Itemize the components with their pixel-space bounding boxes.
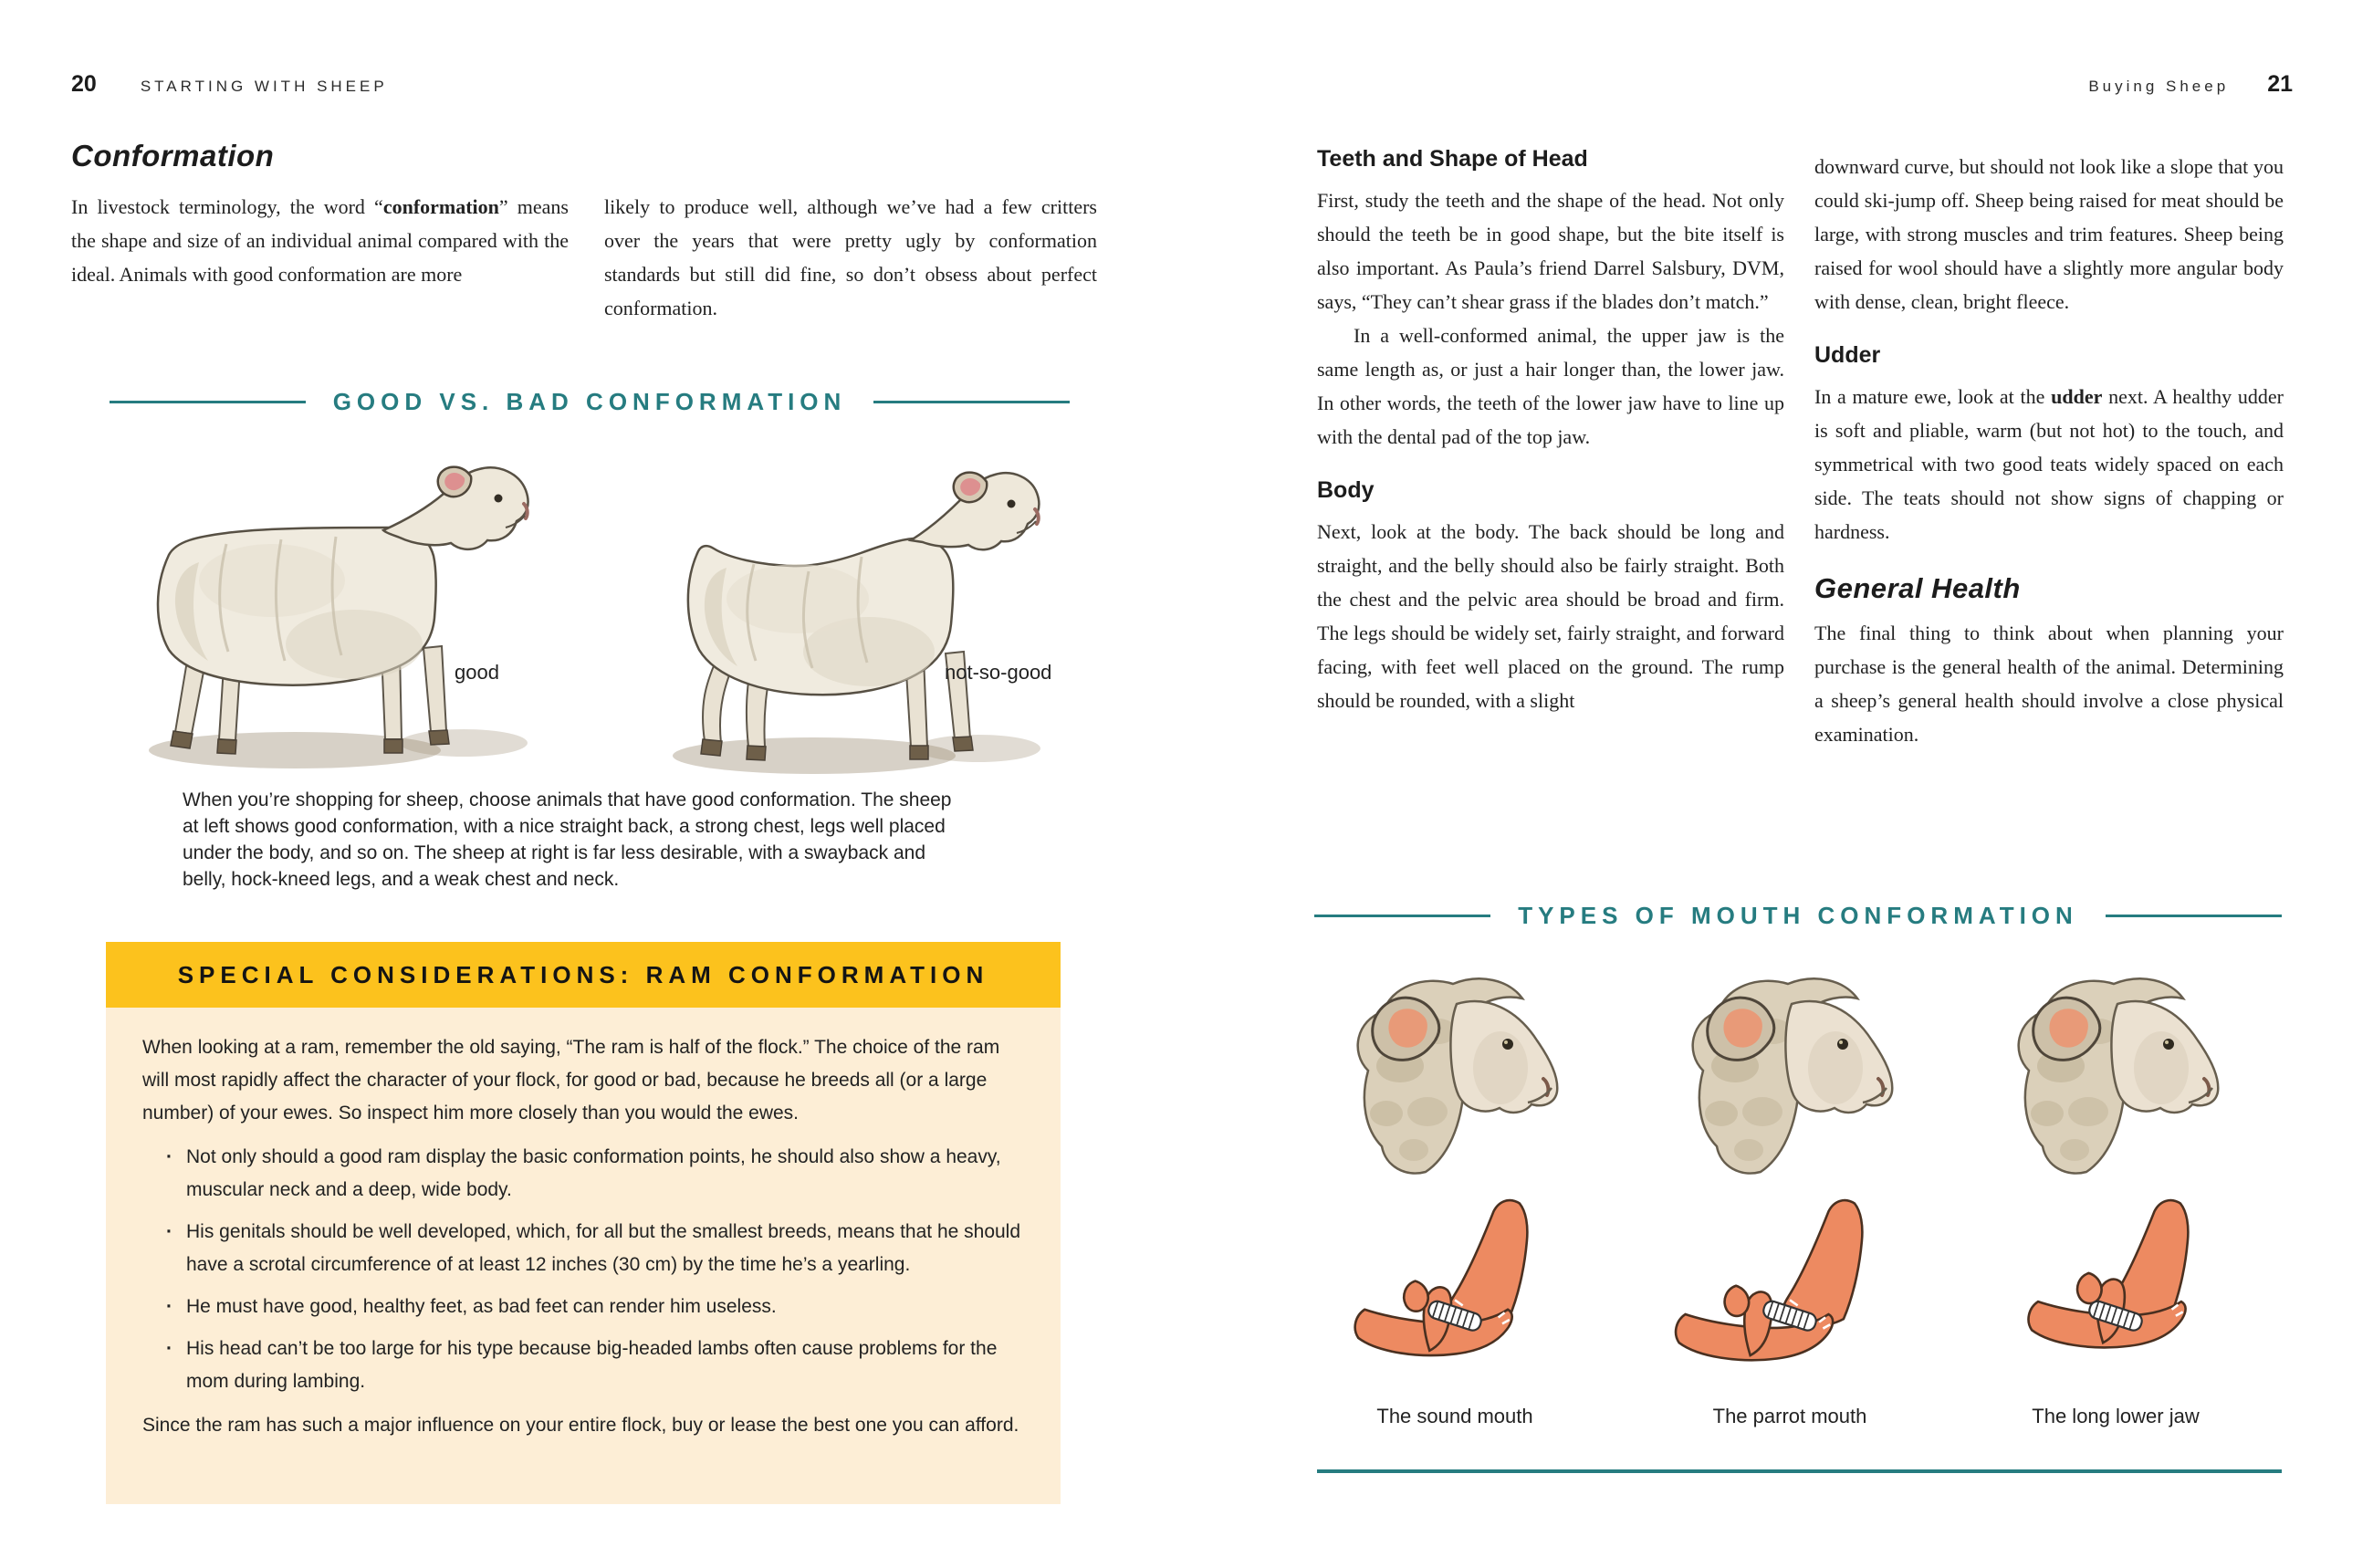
page-number-right: 21 — [2267, 71, 2293, 97]
sheep-head-illustration — [1318, 956, 1592, 1185]
figure-title-rule-left — [110, 401, 306, 403]
mouth-title-rule-right — [2106, 915, 2282, 917]
callout-bullet: · His genitals should be well developed, which, for all but the smallest breeds, means that he should have a scrotal circumference of at least 12 inches (30 cm) by the time he’s a yearling. — [166, 1216, 1024, 1281]
intro-col1-bold: conformation — [382, 195, 499, 218]
running-head-left-text: STARTING WITH SHEEP — [140, 78, 388, 95]
figure-title-text: GOOD VS. BAD CONFORMATION — [332, 388, 847, 415]
udder-heading: Udder — [1814, 342, 1881, 368]
right-column-a — [1317, 146, 1784, 717]
udder-post: next. A healthy udder is soft and pliable, warm (but not hot) to the touch, and symmetrical with two good teats widely spaced on each side. The teats should not show signs of chapping or hardness. — [1814, 385, 2284, 543]
general-health-paragraph: The final thing to think about when planning your purchase is the general health of the animal. Determining a sheep’s general health should involve a close physical examination. — [1814, 622, 2284, 746]
callout-bullet-list — [166, 1141, 1024, 1398]
mouth-figure-parrot — [1635, 956, 1945, 1428]
figure-title-good-vs-bad — [110, 388, 1070, 416]
running-head-right — [2008, 71, 2293, 98]
mouth-caption-parrot: The parrot mouth — [1712, 1405, 1867, 1427]
body-text — [1317, 515, 1784, 717]
intro-column-2 — [604, 190, 1097, 325]
page-right — [1186, 0, 2373, 1568]
running-head-right-text: Buying Sheep — [2088, 78, 2230, 95]
udder-text — [1814, 380, 2284, 549]
figure-caption: When you’re shopping for sheep, choose animals that have good conformation. The sheep at left shows good conformation, with a nice straight back, a strong chest, legs well placed under the body, and so on. The sheep at right is far less desirable, with a swayback and belly, hock-kneed legs, and a weak chest and neck. — [183, 789, 952, 890]
mouth-figure-long-jaw — [1960, 956, 2271, 1428]
intro-paragraph-col1 — [71, 190, 569, 291]
page-left — [0, 0, 1186, 1568]
body-heading: Body — [1317, 477, 1375, 503]
sheep-head-illustration — [1653, 956, 1927, 1185]
conformation-heading: Conformation — [71, 139, 275, 172]
callout-outro: Since the ram has such a major influence on your entire flock, buy or lease the best one you can afford. — [142, 1415, 1019, 1436]
intro-col1-pre: In livestock terminology, the word “ — [71, 195, 383, 218]
body-continuation-paragraph: downward curve, but should not look like a slope that you could ski-jump off. Sheep being raised for meat should be large, with strong muscles and trim features. Sheep being raised for wool should have a slightly more angular body with dense, clean, bright fleece. — [1814, 155, 2284, 313]
right-column-b — [1814, 150, 2284, 751]
body-paragraph: Next, look at the body. The back should be long and straight, and the belly should also be fairly straight. Both the chest and the pelvic area should be broad and firm. The legs should be widely set, fairly straight, and forward facing, with feet well placed on the ground. The rump should be rounded, with a slight — [1317, 520, 1784, 712]
teeth-paragraph-1: First, study the teeth and the shape of the head. Not only should the teeth be in good shape, but the bite itself is also important. As Paula’s friend Darrel Salsbury, DVM, says, “They can’t shear grass if the blades don’t match.” — [1317, 189, 1784, 313]
mouth-caption-sound: The sound mouth — [1376, 1405, 1533, 1427]
page-number-left: 20 — [71, 71, 97, 97]
general-health-text — [1814, 616, 2284, 751]
mouth-title-text: TYPES OF MOUTH CONFORMATION — [1518, 902, 2078, 929]
udder-paragraph — [1814, 380, 2284, 549]
ram-conformation-callout — [106, 942, 1061, 1504]
teeth-heading: Teeth and Shape of Head — [1317, 146, 1588, 172]
jaw-diagram-long-lower — [1997, 1185, 2234, 1390]
intro-paragraph-col2: likely to produce well, although we’ve had a few critters over the years that were pretty ugly by conformation standards but still did fine, so don’t obsess about perfect conformation. — [604, 195, 1097, 319]
teeth-text — [1317, 183, 1784, 454]
good-sheep-illustration — [80, 425, 578, 786]
label-not-so-good: not-so-good — [945, 661, 1052, 684]
udder-pre: In a mature ewe, look at the — [1814, 385, 2052, 408]
callout-title: SPECIAL CONSIDERATIONS: RAM CONFORMATION — [177, 960, 989, 988]
callout-bullet: · Not only should a good ram display the basic conformation points, he should also show a heavy, muscular neck and a deep, wide body. — [166, 1141, 1024, 1207]
callout-bullet: · His head can’t be too large for his type because big-headed lambs often cause problems for the mom during lambing. — [166, 1333, 1024, 1398]
callout-title-bar — [106, 942, 1061, 1008]
callout-body — [106, 1008, 1061, 1442]
bottom-rule — [1317, 1469, 2282, 1473]
mouth-figure-sound — [1300, 956, 1610, 1428]
teeth-paragraph-2: In a well-conformed animal, the upper jaw is the same length as, or just a hair longer than, the lower jaw. In other words, the teeth of the lower jaw have to line up with the dental pad of the top jaw. — [1317, 324, 1784, 448]
callout-bullet: · He must have good, healthy feet, as bad feet can render him useless. — [166, 1291, 1024, 1323]
udder-bold: udder — [2051, 385, 2103, 408]
figure-title-mouth-types — [1314, 902, 2282, 930]
mouth-title-rule-left — [1314, 915, 1490, 917]
mouth-caption-long-jaw: The long lower jaw — [2032, 1405, 2200, 1427]
intro-col1-post: ” means the shape and size of an individual animal compared with the ideal. Animals with good conformation are more — [71, 195, 569, 286]
bad-sheep-illustration — [604, 429, 1092, 789]
sheep-head-illustration — [1979, 956, 2253, 1185]
label-good: good — [455, 661, 499, 684]
body-continuation — [1814, 150, 2284, 319]
jaw-diagram-sound — [1336, 1185, 1573, 1390]
general-health-heading: General Health — [1814, 572, 2021, 604]
intro-column-1 — [71, 190, 569, 291]
figure-title-rule-right — [873, 401, 1070, 403]
running-head-left — [71, 71, 388, 98]
callout-intro: When looking at a ram, remember the old saying, “The ram is half of the flock.” The choice of the ram will most rapidly affect the character of your flock, for good or bad, because he breeds all (or a large number) of your ewes. So inspect him more closely than you would the ewes. — [142, 1037, 1000, 1124]
jaw-diagram-parrot — [1671, 1185, 1908, 1390]
